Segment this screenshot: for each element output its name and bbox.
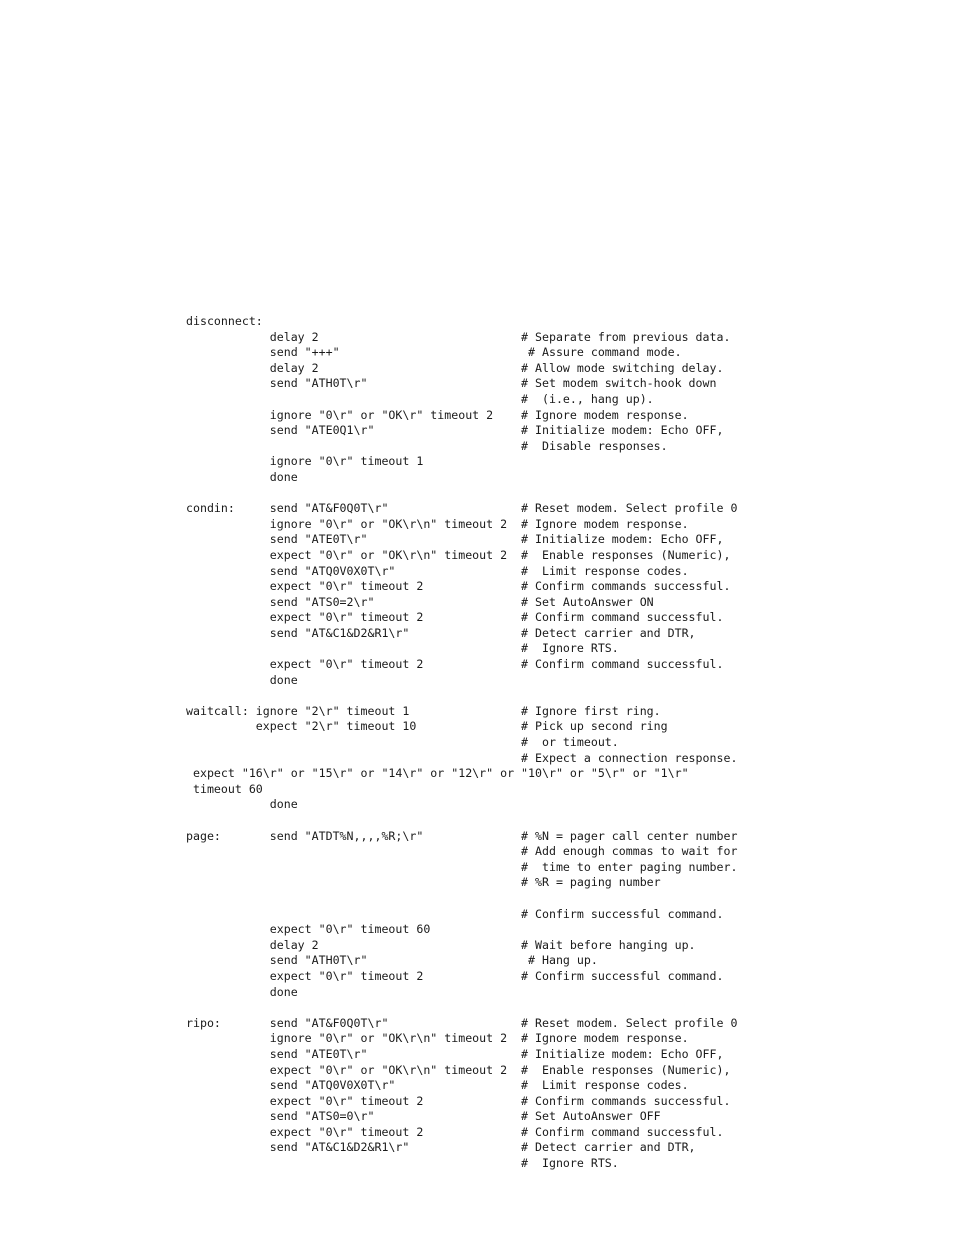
modem-script-listing xyxy=(186,314,737,1172)
code-line: send "ATE0T\r" # Initialize modem: Echo OFF, xyxy=(186,1046,724,1061)
code-line: timeout 60 xyxy=(186,781,263,796)
code-line: ignore "0\r" timeout 1 xyxy=(186,454,424,469)
code-line: delay 2 # Allow mode switching delay. xyxy=(186,360,724,375)
code-line xyxy=(186,486,737,502)
code-line: expect "0\r" timeout 2 # Confirm command successful. xyxy=(186,610,724,625)
code-line: expect "16\r" or "15\r" or "14\r" or "12\r" or "10\r" or "5\r" or "1\r" xyxy=(186,766,689,781)
code-line: expect "0\r" timeout 2 # Confirm commands successful. xyxy=(186,579,731,594)
code-line: send "ATQ0V0X0T\r" # Limit response codes. xyxy=(186,563,689,578)
code-line: ripo: send "AT&F0Q0T\r" # Reset modem. Select profile 0 xyxy=(186,1015,738,1030)
code-line: send "ATE0T\r" # Initialize modem: Echo OFF, xyxy=(186,532,724,547)
code-line: send "+++" # Assure command mode. xyxy=(186,345,682,360)
code-line: send "AT&C1&D2&R1\r" # Detect carrier and DTR, xyxy=(186,625,696,640)
code-line: done xyxy=(186,672,298,687)
code-line: expect "0\r" timeout 60 xyxy=(186,922,431,937)
code-line: ignore "0\r" or "OK\r\n" timeout 2 # Ignore modem response. xyxy=(186,1031,689,1046)
code-line: send "ATS0=0\r" # Set AutoAnswer OFF xyxy=(186,1109,661,1124)
code-line: done xyxy=(186,984,298,999)
code-line: send "ATE0Q1\r" # Initialize modem: Echo OFF, xyxy=(186,423,724,438)
code-line: expect "2\r" timeout 10 # Pick up second ring xyxy=(186,719,668,734)
code-line: ignore "0\r" or "OK\r" timeout 2 # Ignore modem response. xyxy=(186,407,689,422)
code-line: expect "0\r" or "OK\r\n" timeout 2 # Enable responses (Numeric), xyxy=(186,1062,731,1077)
code-line: # %R = paging number xyxy=(186,875,661,890)
code-line: # (i.e., hang up). xyxy=(186,391,654,406)
code-line: page: send "ATDT%N,,,,%R;\r" # %N = pager call center number xyxy=(186,828,738,843)
code-line: # Expect a connection response. xyxy=(186,750,738,765)
code-line: waitcall: ignore "2\r" timeout 1 # Ignore first ring. xyxy=(186,703,661,718)
code-line: send "AT&C1&D2&R1\r" # Detect carrier and DTR, xyxy=(186,1140,696,1155)
code-line: disconnect: xyxy=(186,314,263,328)
code-line: # time to enter paging number. xyxy=(186,859,738,874)
code-line: expect "0\r" timeout 2 # Confirm commands successful. xyxy=(186,1093,731,1108)
code-line: condin: send "AT&F0Q0T\r" # Reset modem. Select profile 0 xyxy=(186,501,738,516)
code-line xyxy=(186,891,737,907)
code-line: # or timeout. xyxy=(186,735,619,750)
code-line: done xyxy=(186,797,298,812)
code-line: expect "0\r" timeout 2 # Confirm command successful. xyxy=(186,657,724,672)
code-line: # Ignore RTS. xyxy=(186,641,619,656)
code-line: send "ATH0T\r" # Hang up. xyxy=(186,953,598,968)
code-line: expect "0\r" or "OK\r\n" timeout 2 # Enable responses (Numeric), xyxy=(186,547,731,562)
code-line: # Confirm successful command. xyxy=(186,906,724,921)
code-line: send "ATH0T\r" # Set modem switch-hook down xyxy=(186,376,717,391)
code-line: expect "0\r" timeout 2 # Confirm command successful. xyxy=(186,1124,724,1139)
code-line: ignore "0\r" or "OK\r\n" timeout 2 # Ignore modem response. xyxy=(186,516,689,531)
code-line: delay 2 # Separate from previous data. xyxy=(186,329,731,344)
code-line xyxy=(186,813,737,829)
code-line: done xyxy=(186,469,298,484)
code-line: # Add enough commas to wait for xyxy=(186,844,738,859)
code-line: # Ignore RTS. xyxy=(186,1156,619,1171)
code-line: send "ATQ0V0X0T\r" # Limit response codes. xyxy=(186,1078,689,1093)
code-line xyxy=(186,688,737,704)
code-line xyxy=(186,1000,737,1016)
code-line: send "ATS0=2\r" # Set AutoAnswer ON xyxy=(186,594,654,609)
code-line: # Disable responses. xyxy=(186,438,668,453)
code-line: expect "0\r" timeout 2 # Confirm successful command. xyxy=(186,968,724,983)
code-line: delay 2 # Wait before hanging up. xyxy=(186,937,696,952)
